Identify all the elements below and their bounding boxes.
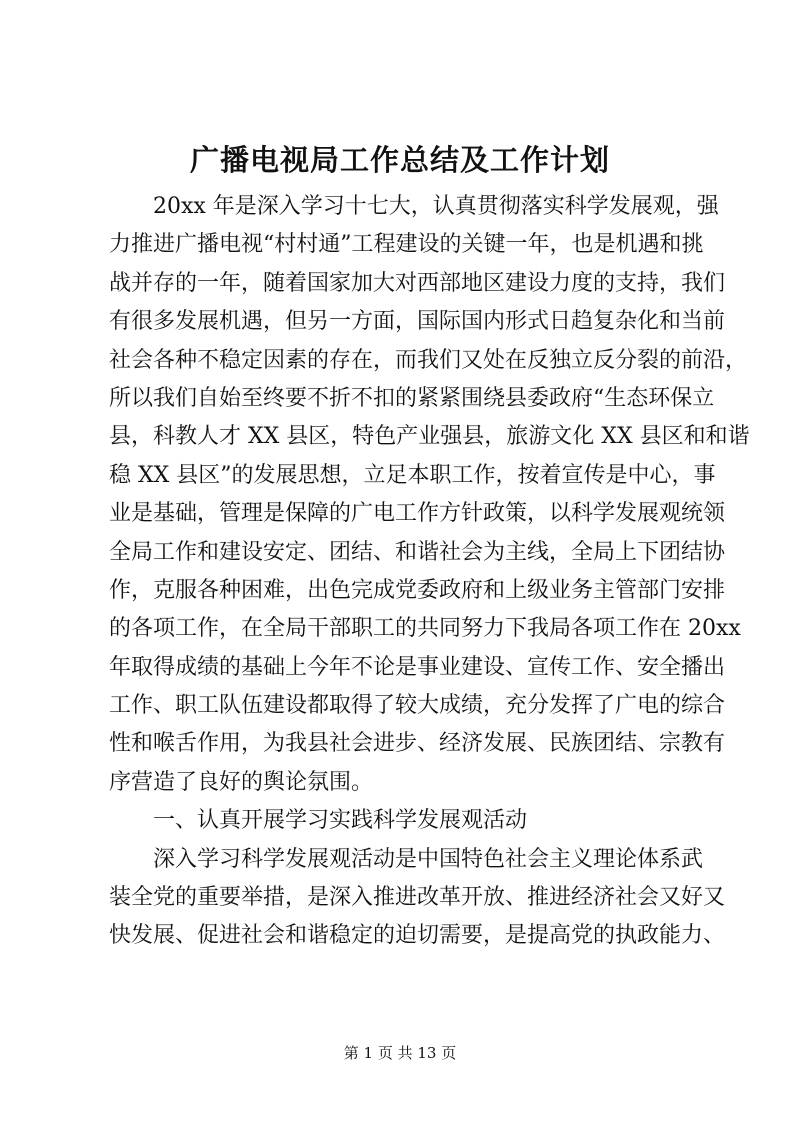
paragraph-line: 战并存的一年，随着国家加大对西部地区建设力度的支持，我们 xyxy=(109,270,726,296)
paragraph-line: 快发展、促进社会和谐稳定的迫切需要，是提高党的执政能力、 xyxy=(109,923,726,949)
section-heading: 一、认真开展学习实践科学发展观活动 xyxy=(153,808,528,834)
paragraph-line: 社会各种不稳定因素的存在，而我们又处在反独立反分裂的前沿， xyxy=(109,347,748,373)
document-body xyxy=(109,188,750,956)
paragraph-line: 序营造了良好的舆论氛围。 xyxy=(109,769,374,795)
paragraph-line: 稳 XX 县区”的发展思想，立足本职工作，按着宣传是中心，事 xyxy=(109,462,716,488)
paragraph-line: 的各项工作，在全局干部职工的共同努力下我局各项工作在 20xx xyxy=(109,616,741,642)
paragraph-line: 深入学习科学发展观活动是中国特色社会主义理论体系武 xyxy=(153,846,704,872)
paragraph-line: 装全党的重要举措，是深入推进改革开放、推进经济社会又好又 xyxy=(109,885,726,911)
paragraph-line: 业是基础，管理是保障的广电工作方针政策，以科学发展观统领 xyxy=(109,501,726,527)
page-footer: 第 1 页 共 13 页 xyxy=(343,1044,457,1062)
paragraph-line: 性和喉舌作用，为我县社会进步、经济发展、民族团结、宗教有 xyxy=(109,731,726,757)
paragraph-line: 县，科教人才 XX 县区，特色产业强县，旅游文化 XX 县区和和谐 xyxy=(109,424,750,450)
paragraph-line: 所以我们自始至终要不折不扣的紧紧围绕县委政府“生态环保立 xyxy=(109,385,715,411)
paragraph-line: 力推进广播电视“村村通”工程建设的关键一年，也是机遇和挑 xyxy=(109,232,704,258)
paragraph-line: 有很多发展机遇，但另一方面，国际国内形式日趋复杂化和当前 xyxy=(109,309,726,335)
paragraph-line: 20xx 年是深入学习十七大，认真贯彻落实科学发展观，强 xyxy=(153,194,719,219)
document-title: 广播电视局工作总结及工作计划 xyxy=(189,143,610,177)
paragraph-line: 全局工作和建设安定、团结、和谐社会为主线，全局上下团结协 xyxy=(109,539,726,565)
paragraph-line: 作，克服各种困难，出色完成党委政府和上级业务主管部门安排 xyxy=(109,577,726,603)
paragraph-line: 年取得成绩的基础上今年不论是事业建设、宣传工作、安全播出 xyxy=(109,654,726,680)
paragraph-line: 工作、职工队伍建设都取得了较大成绩，充分发挥了广电的综合 xyxy=(109,693,726,719)
